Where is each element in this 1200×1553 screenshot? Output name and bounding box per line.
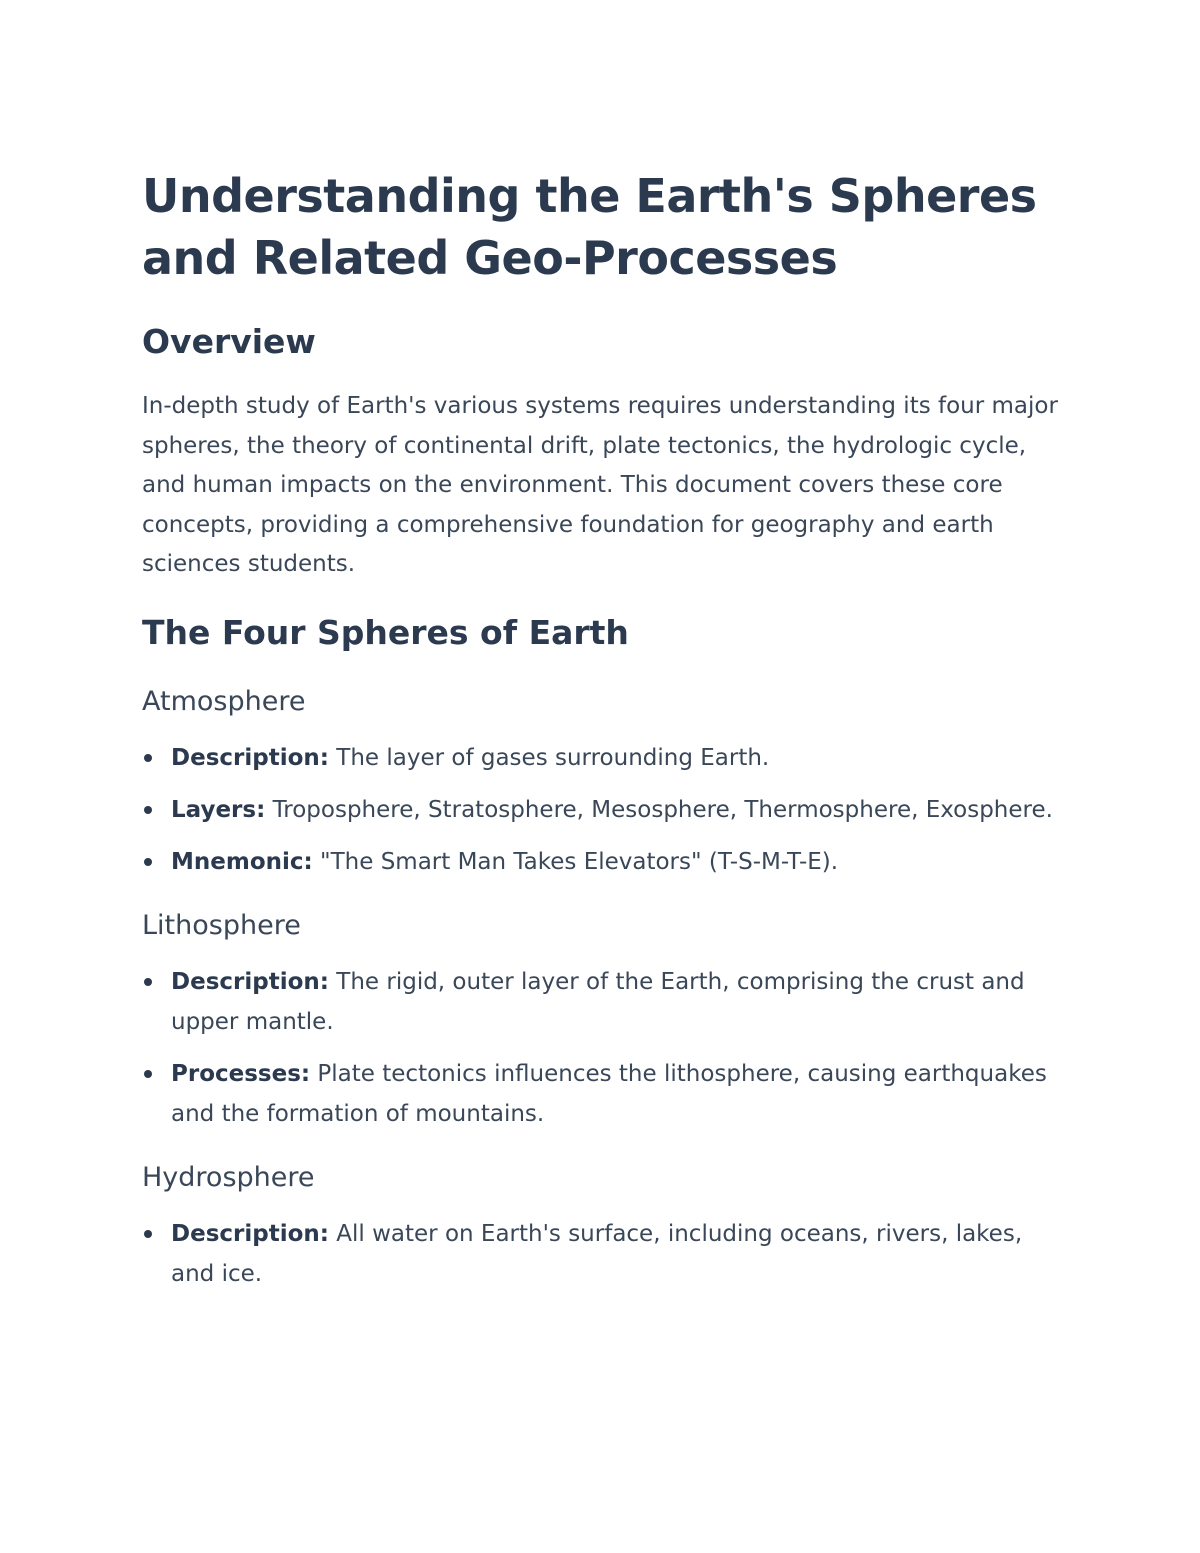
item-term: Layers:: [171, 796, 266, 823]
atmosphere-list: [142, 738, 1067, 882]
list-item: [142, 738, 1067, 778]
bullet-icon: [144, 806, 152, 814]
item-text: The rigid, outer layer of the Earth, comprising the crust and upper mantle.: [171, 968, 1025, 1035]
item-term: Processes:: [171, 1060, 311, 1087]
bullet-icon: [144, 1070, 152, 1078]
bullet-icon: [144, 978, 152, 986]
item-term: Description:: [171, 968, 329, 995]
bullet-icon: [144, 1230, 152, 1238]
hydrosphere-list: [142, 1214, 1067, 1294]
section-heading-hydrosphere: Hydrosphere: [142, 1161, 315, 1193]
item-term: Description:: [171, 744, 329, 771]
overview-paragraph: In-depth study of Earth's various systems requires understanding its four major spheres, the theory of continental drift, plate tectonics, the hydrologic cycle, and human impacts on the environment. This document covers these core concepts, providing a comprehensive foundation for geography and earth sciences students.: [142, 393, 1058, 577]
item-text: All water on Earth's surface, including oceans, rivers, lakes, and ice.: [171, 1220, 1023, 1287]
overview-heading: Overview: [142, 322, 316, 361]
item-text: Plate tectonics influences the lithosphere, causing earthquakes and the formation of mountains.: [171, 1060, 1047, 1127]
section-heading-atmosphere: Atmosphere: [142, 685, 306, 717]
list-item: [142, 790, 1067, 830]
list-item: [142, 842, 1067, 882]
list-item: [142, 1054, 1067, 1134]
list-item: [142, 962, 1067, 1042]
section-heading-lithosphere: Lithosphere: [142, 909, 301, 941]
bullet-icon: [144, 858, 152, 866]
document-title: Understanding the Earth's Spheres and Related Geo-Processes: [142, 169, 1037, 285]
document-page: [142, 165, 1067, 1294]
list-item: [142, 1214, 1067, 1294]
item-term: Description:: [171, 1220, 329, 1247]
item-text: "The Smart Man Takes Elevators" (T-S-M-T-E).: [312, 848, 839, 875]
lithosphere-list: [142, 962, 1067, 1134]
item-term: Mnemonic:: [171, 848, 313, 875]
bullet-icon: [144, 754, 152, 762]
spheres-heading: The Four Spheres of Earth: [142, 612, 629, 652]
item-text: The layer of gases surrounding Earth.: [328, 744, 770, 771]
item-text: Troposphere, Stratosphere, Mesosphere, Thermosphere, Exosphere.: [265, 796, 1053, 823]
